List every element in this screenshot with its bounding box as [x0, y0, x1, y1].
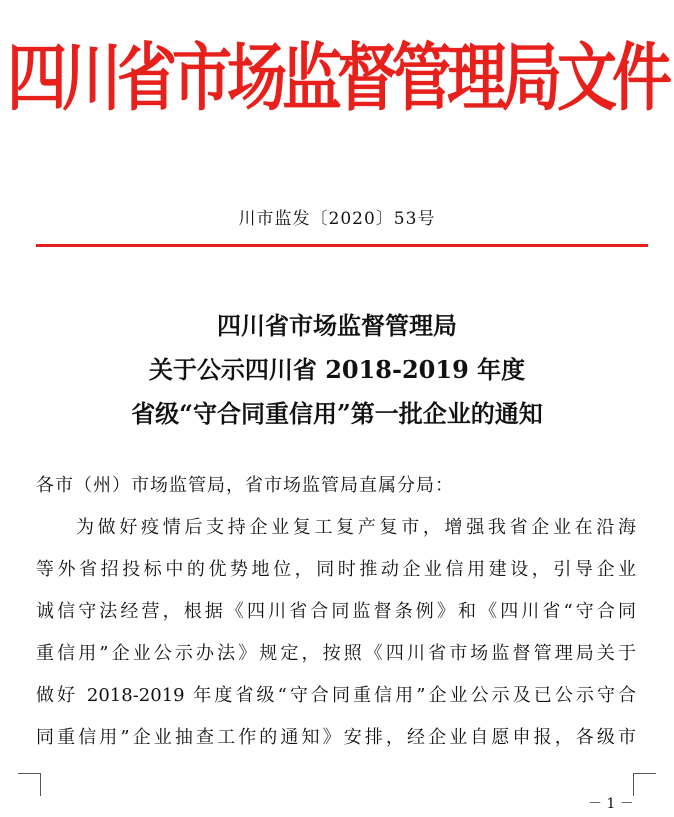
- red-divider: [36, 244, 648, 247]
- salutation: 各市（州）市场监管局，省市场监管局直属分局：: [36, 475, 454, 496]
- body-line: 同重信用”企业抽查工作的通知》安排，经企业自愿申报，各级市: [36, 727, 636, 748]
- crop-mark-right: [633, 773, 656, 796]
- body-line: 做好 2018-2019 年度省级“守合同重信用”企业公示及已公示守合: [36, 685, 636, 706]
- body-line: 重信用”企业公示办法》规定，按照《四川省市场监督管理局关于: [36, 643, 636, 664]
- page-number: － 1 －: [588, 796, 634, 812]
- document-number: 川市监发〔2020〕53号: [238, 209, 436, 229]
- title-line-3: 省级“守合同重信用”第一批企业的通知: [131, 399, 543, 428]
- crop-mark-left: [18, 773, 41, 796]
- title-line-1: 四川省市场监督管理局: [217, 311, 457, 340]
- body-line: 诚信守法经营，根据《四川省合同监督条例》和《四川省“守合同: [36, 601, 636, 622]
- document-masthead: 四川省市场监督管理局文件: [7, 36, 667, 122]
- body-line: 为做好疫情后支持企业复工复产复市，增强我省企业在沿海: [76, 517, 636, 538]
- title-line-2: 关于公示四川省 2018-2019 年度: [148, 355, 526, 384]
- body-line: 等外省招投标中的优势地位，同时推动企业信用建设，引导企业: [36, 559, 636, 580]
